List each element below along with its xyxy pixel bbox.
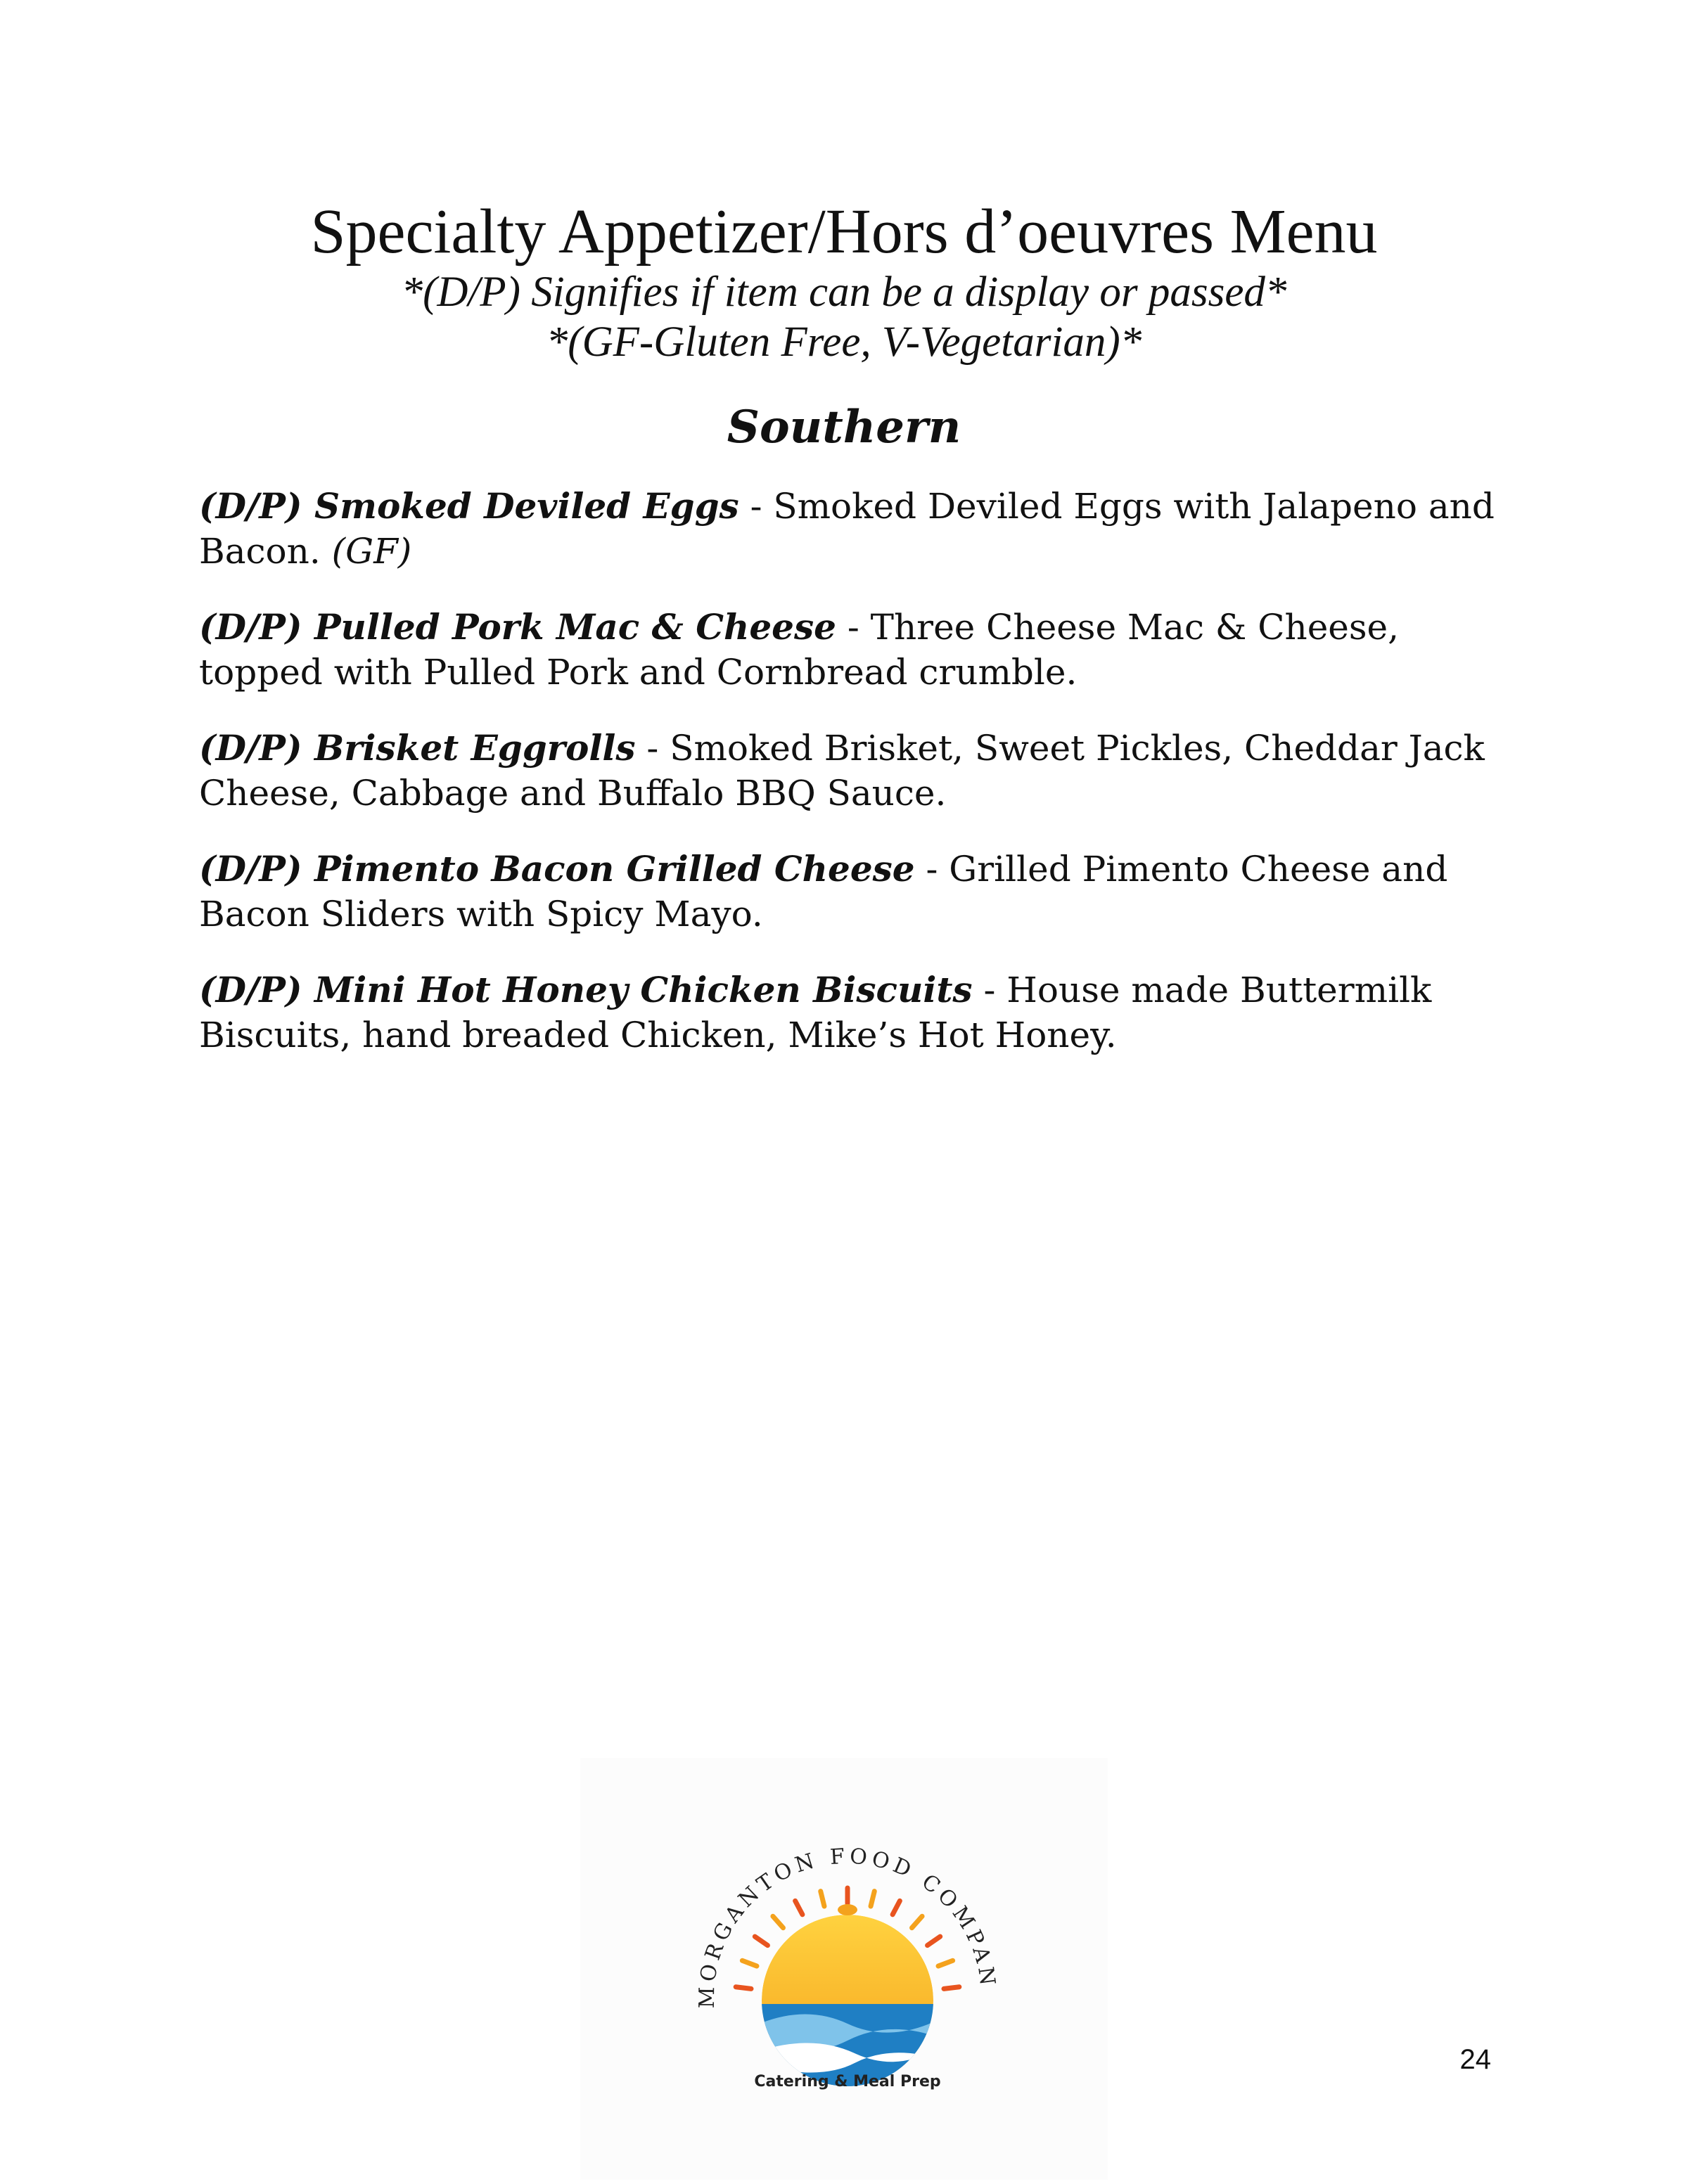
sun-ray (736, 1987, 751, 1989)
menu-item-separator: - (836, 607, 871, 648)
logo-circle (756, 1915, 939, 2095)
sun-ray (742, 1960, 757, 1966)
menu-item-description: House made Buttermilk Biscuits, hand breaded Chicken, Mike’s Hot Honey. (199, 970, 1432, 1055)
cloche-handle (838, 1904, 857, 1915)
company-logo (580, 1758, 1108, 2180)
menu-item-description: Smoked Brisket, Sweet Pickles, Cheddar Jack Cheese, Cabbage and Buffalo BBQ Sauce. (199, 728, 1485, 814)
logo-tagline: Catering & Meal Prep (754, 2073, 941, 2090)
menu-item-description: Smoked Deviled Eggs with Jalapeno and Bacon. (199, 486, 1495, 572)
menu-item (199, 968, 1514, 1058)
sun-ray (755, 1936, 767, 1945)
page-title: Specialty Appetizer/Hors d’oeuvres Menu (310, 197, 1378, 266)
sun-ray (821, 1891, 824, 1906)
menu-item (199, 484, 1514, 574)
menu-items (199, 484, 1514, 1088)
dietary-key-note: *(GF-Gluten Free, V-Vegetarian)* (546, 319, 1142, 366)
sun-ray (912, 1916, 923, 1927)
sun-ray (871, 1891, 874, 1906)
logo-ring-text: MORGANTON FOOD COMPAN (694, 1844, 1001, 2009)
menu-item (199, 726, 1514, 816)
sun-ray (773, 1916, 784, 1927)
page-header (0, 197, 1688, 367)
display-passed-note: *(D/P) Signifies if item can be a display or passed* (401, 269, 1287, 316)
menu-item-name: (D/P) Brisket Eggrolls (199, 727, 636, 769)
page-number: 24 (1459, 2044, 1491, 2075)
menu-item-diet-tag: (GF) (331, 531, 412, 572)
menu-item (199, 847, 1514, 937)
menu-item-name: (D/P) Smoked Deviled Eggs (199, 485, 739, 527)
sun-ray (928, 1936, 940, 1945)
sun-ray (795, 1901, 803, 1914)
sun-ray (938, 1960, 953, 1966)
sun-ray (944, 1987, 959, 1989)
sun-ray (893, 1901, 900, 1914)
menu-item-name: (D/P) Pimento Bacon Grilled Cheese (199, 848, 915, 889)
menu-item-description: Grilled Pimento Cheese and Bacon Sliders with Spicy Mayo. (199, 849, 1448, 934)
menu-item-name: (D/P) Pulled Pork Mac & Cheese (199, 606, 836, 648)
menu-item-separator: - (635, 728, 670, 769)
logo-emblem (580, 1758, 1108, 2180)
menu-item-separator: - (914, 849, 950, 889)
menu-item-separator: - (972, 970, 1007, 1010)
menu-item (199, 605, 1514, 695)
menu-item-separator: - (738, 486, 774, 527)
menu-item-name: (D/P) Mini Hot Honey Chicken Biscuits (199, 969, 973, 1010)
menu-item-description: Three Cheese Mac & Cheese, topped with Pulled Pork and Cornbread crumble. (199, 607, 1400, 693)
section-heading-southern: Southern (727, 401, 961, 454)
